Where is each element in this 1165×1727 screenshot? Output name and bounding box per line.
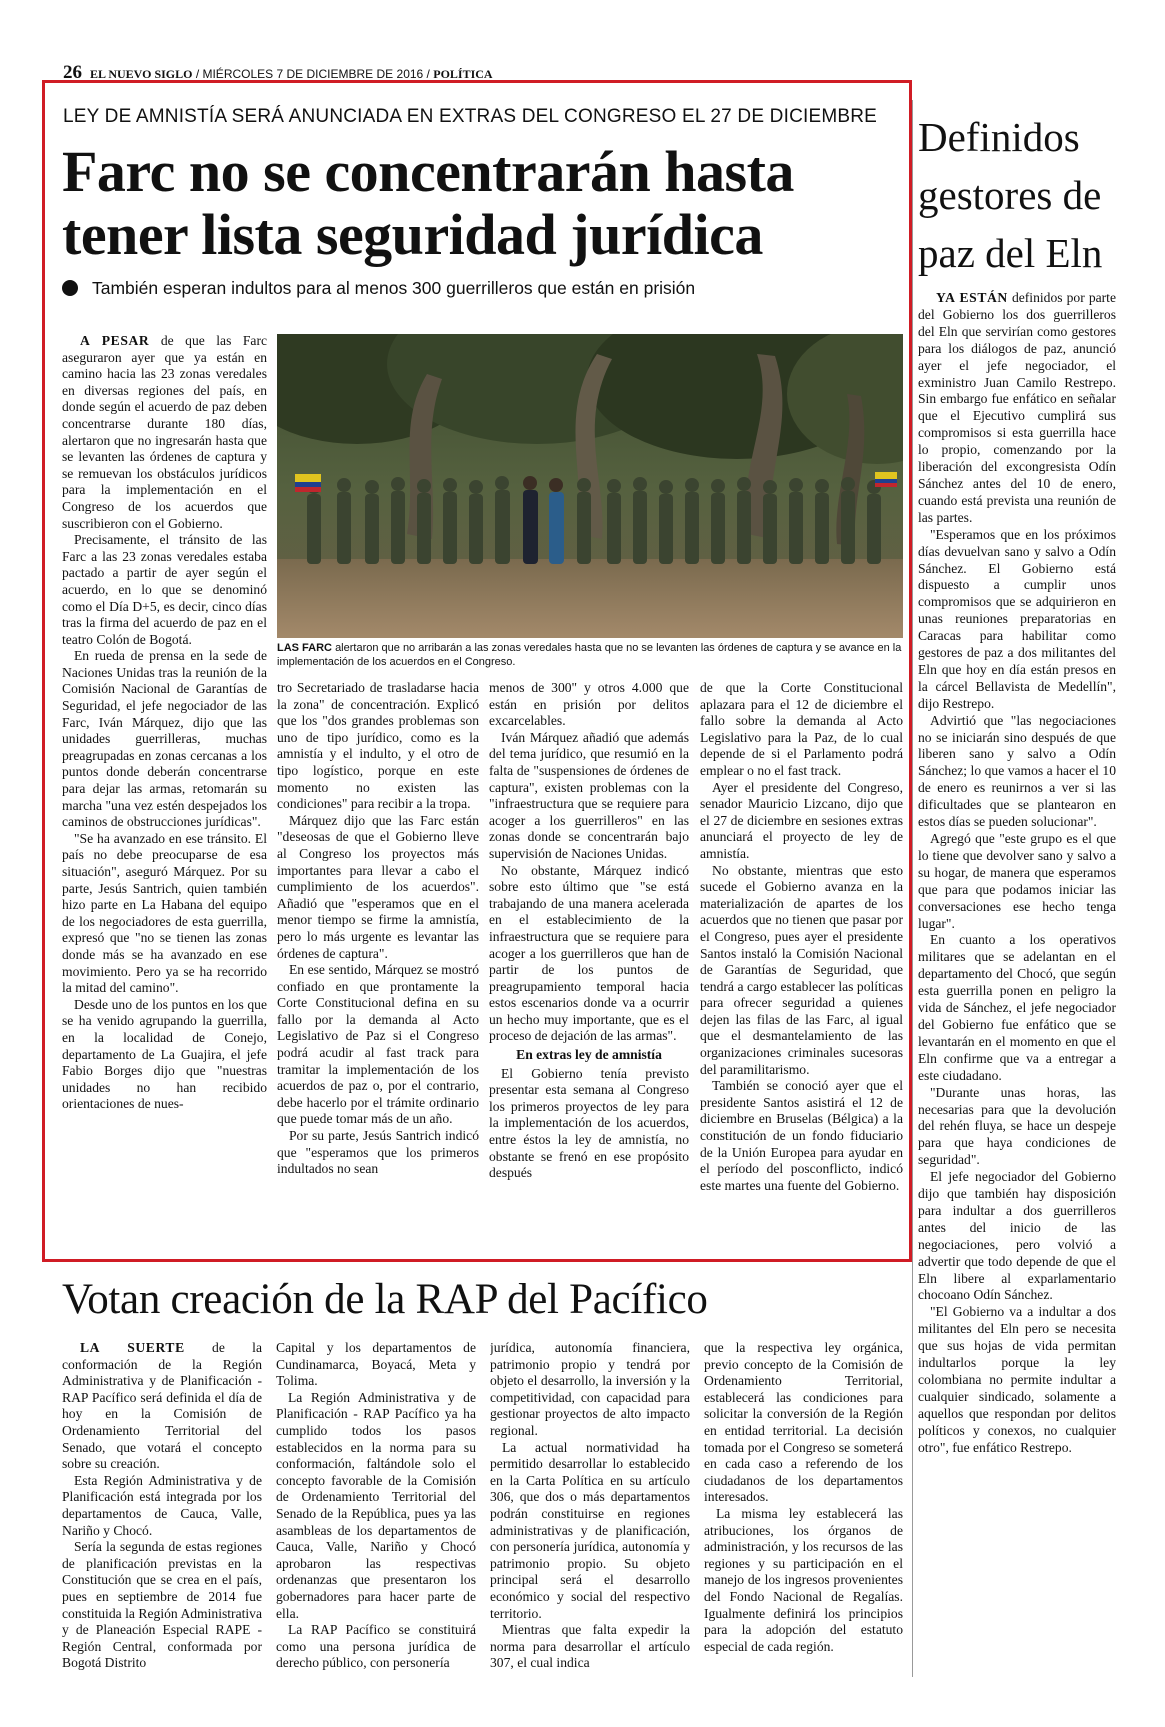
second-article-col-3: [490, 1340, 690, 1695]
second-article-col-4: [704, 1340, 903, 1695]
body-paragraph: La RAP Pacífico se constituirá como una persona jurídica de derecho público, con personería: [276, 1622, 476, 1671]
caption-lead: LAS FARC: [277, 642, 332, 654]
bullet-icon: [62, 280, 78, 296]
lead-in: A PESAR: [80, 333, 150, 348]
body-paragraph: El Gobierno tenía previsto presentar esta semana al Congreso los primeros proyectos de ley para la implementación de los acuerdos, entre éstos la ley de amnistía, no obstante se frenó en ese propósito después: [489, 1065, 689, 1181]
body-paragraph: La misma ley establecerá las atribuciones, los órganos de administración, y los recursos de las regiones y su participación en el manejo de los ingresos provenientes del Fondo Nacional de Regalías. Igualmente definirá los principios para la adopción del estatuto especial de cada región.: [704, 1505, 903, 1654]
body-paragraph: A PESAR de que las Farc aseguraron ayer que ya están en camino hacia las 23 zonas veredales en diversas regiones del país, en donde según el acuerdo de paz deben concentrarse durante 180 días, alertaron que no ingresarán hasta que se levanten las órdenes de captura y se remuevan los obstáculos jurídicos para la implementación en el Congreso de los acuerdos que suscribieron con el Gobierno.: [62, 333, 267, 531]
article-headline: Farc no se concentrarán hasta tener lista seguridad jurídica: [62, 139, 794, 267]
body-paragraph: No obstante, mientras que esto sucede el Gobierno avanza en la materialización de apartes de los acuerdos que no tienen que pasar por el Congreso, pues ayer el presidente Santos instaló la Comisión Nacional de Garantías de Seguridad, que tendrá a cargo establecer las políticas para ofrecer seguridad a quienes dejen las filas de las Farc, al igual que el desmantelamiento de las organizaciones criminales sucesoras del paramilitarismo.: [700, 862, 903, 1077]
body-paragraph: LA SUERTE de la conformación de la Región Administrativa y de Planificación - RAP Pacífico será definida el día de hoy en la Comisión de Ordenamiento Territorial del Senado, que votará el concepto sobre su creación.: [62, 1340, 262, 1472]
column-divider: [912, 100, 913, 1677]
body-paragraph: YA ESTÁN definidos por parte del Gobierno los dos guerrilleros del Eln que servirían como gestores para los diálogos de paz, anunció ayer el jefe negociador, el exministro Juan Camilo Restrepo. Sin embargo fue enfático en señalar que el Ejecutivo cumplirá sus compromisos si esta guerrilla hace lo propio, comenzando por la liberación del excongresista Odín Sánchez antes del 10 de enero, cuando está prevista una reunión de las partes.: [918, 290, 1116, 525]
body-paragraph: Advirtió que "las negociaciones no se iniciarán sino después de que liberen sano y salvo a Odín Sánchez; lo que vamos a hacer el 10 de enero es reunirnos a ver si las dificultades que se plantearon en estos días se pueden solucionar".: [918, 712, 1116, 830]
body-paragraph: "Esperamos que en los próximos días devuelvan sano y salvo a Odín Sánchez. El Gobierno está dispuesto a cumplir unos compromisos que se adquirieron en unas reuniones preparatorias en Caracas para habilitar como gestores de paz a dos militantes del Eln que hoy en día están presos en la cárcel Bellavista de Medellín", dijo Restrepo.: [918, 526, 1116, 711]
body-paragraph: "El Gobierno va a indultar a dos militantes del Eln pero se necesita que sus hojas de vida permitan indultarlos porque la ley colombiana no permite indultar a cualquier sindicado, solamente a aquellos que respondan por delitos políticos y conexos, no cualquier otro", fue enfático Restrepo.: [918, 1304, 1116, 1455]
body-paragraph: Por su parte, Jesús Santrich indicó que "esperamos que los primeros indultados no sean: [277, 1128, 479, 1177]
subheading: En extras ley de amnistía: [516, 1047, 662, 1063]
body-paragraph: que la respectiva ley orgánica, previo concepto de la Comisión de Ordenamiento Territorial, establecerá las condiciones para solicitar la conversión de la Región en entidad territorial. La decisión tomada por el Congreso se someterá en cada caso a referendo de los ciudadanos de los departamentos interesados.: [704, 1340, 903, 1505]
body-paragraph: En rueda de prensa en la sede de Naciones Unidas tras la reunión de la Comisión Nacional de Garantías de Seguridad, el jefe negociador de las Farc, Iván Márquez, dijo que las unidades guerrilleras, muchas preagrupadas en zonas cercanas a los puntos donde deberán concentrarse para dejar las armas, retomarán su marcha "una vez estén despejados los caminos de obstrucciones jurídicas".: [62, 648, 267, 830]
article-kicker: LEY DE AMNISTÍA SERÁ ANUNCIADA EN EXTRAS DEL CONGRESO EL 27 DE DICIEMBRE: [63, 106, 878, 127]
main-article-col-3: [489, 680, 689, 1256]
body-paragraph: La Región Administrativa y de Planificación - RAP Pacífico ya ha cumplido todos los pasos establecidos en la norma para su conformación, faltándole solo el concepto favorable de la Comisión de Ordenamiento Territorial del Senado de la República, pues ya las asambleas de los departamentos de Cauca, Valle, Nariño y Chocó aprobaron las respectivas ordenanzas que presentaron los gobernadores para hacer parte de ella.: [276, 1389, 476, 1621]
body-paragraph: Capital y los departamentos de Cundinamarca, Boyacá, Meta y Tolima.: [276, 1340, 476, 1389]
body-paragraph: En ese sentido, Márquez se mostró confiado en que prontamente la Corte Constitucional defina en su fallo por la demanda al Acto Legislativo de Paz si el Congreso podrá acudir al fast track para tramitar la implementación de los acuerdos de paz o, por el contrario, debe hacerlo por el trámite ordinario que puede tomar más de un año.: [277, 962, 479, 1127]
second-article-col-2: [276, 1340, 476, 1695]
second-article-col-1: [62, 1340, 262, 1695]
body-paragraph: En cuanto a los operativos militares que se adelantan en el departamento del Chocó, que según esta guerrilla ponen en peligro la vida de Sánchez, el jefe negociador del Gobierno fue enfático que se levantarán en el momento en que el Eln confirme que va a entregar a este ciudadano.: [918, 932, 1116, 1083]
body-paragraph: Precisamente, el tránsito de las Farc a las 23 zonas veredales estaba pactado a partir de ayer según el acuerdo, en lo que se denominó como el Día D+5, es decir, cinco días tras la firma del acuerdo de paz en el teatro Colón de Bogotá.: [62, 532, 267, 647]
body-paragraph: Márquez dijo que las Farc están "deseosas de que el Gobierno lleve al Congreso los proyectos más importantes para llevar a cabo el cumplimiento de los acuerdos". Añadió que "esperamos que en el menor tiempo se firme la amnistía, pero lo más urgente es levantar las órdenes de captura".: [277, 812, 479, 961]
body-paragraph: Esta Región Administrativa y de Planificación está integrada por los departamentos de Cauca, Valle, Nariño y Chocó.: [62, 1472, 262, 1538]
lead-in: YA ESTÁN: [936, 290, 1008, 305]
body-paragraph: El jefe negociador del Gobierno dijo que también hay disposición para indultar a dos guerrilleros antes del inicio de las negociaciones, pero volvió a advertir que todo depende de que el Eln libere al exparlamentario chocoano Odín Sánchez.: [918, 1169, 1116, 1303]
body-paragraph: Sería la segunda de estas regiones de planificación previstas en la Constitución que se crea en el país, pues en septiembre de 2014 fue constituida la Región Administrativa y de Planeación Especial RAPE - Región Central, conformada por Bogotá Distrito: [62, 1539, 262, 1671]
body-paragraph: tro Secretariado de trasladarse hacia la zona" de concentración. Explicó que los "dos grandes problemas son uno de tipo jurídico, como es la amnistía y el indulto, y el otro de tipo logístico, porque en este momento no existen las condiciones" para recibir a la tropa.: [277, 680, 479, 812]
main-article-col-2: [277, 680, 479, 1256]
publication-name: EL NUEVO SIGLO: [90, 67, 193, 81]
lead-in: LA SUERTE: [80, 1340, 185, 1355]
body-paragraph: Ayer el presidente del Congreso, senador Mauricio Lizcano, dijo que el 27 de diciembre en sesiones extras anunciará el proyecto de ley de amnistía.: [700, 779, 903, 861]
folio-section: POLÍTICA: [433, 67, 493, 81]
caption-text: alertaron que no arribarán a las zonas veredales hasta que no se levanten las órdenes de captura y se avance en la implementación de los acuerdos en el Congreso.: [277, 642, 902, 668]
article-photo: [277, 334, 903, 638]
article-deck: [62, 278, 902, 299]
second-article-title: Votan creación de la RAP del Pacífico: [62, 1276, 708, 1323]
folio-date: / MIÉRCOLES 7 DE DICIEMBRE DE 2016 /: [195, 67, 430, 81]
deck-text: También esperan indultos para al menos 300 guerrilleros que están en prisión: [92, 278, 696, 298]
body-paragraph: Mientras que falta expedir la norma para desarrollar el artículo 307, el cual indica: [490, 1622, 690, 1671]
body-paragraph: Agregó que "este grupo es el que lo tiene que devolver sano y salvo a su hogar, de manera que esperamos que para que podamos iniciar las conversaciones ese hecho tenga lugar".: [918, 831, 1116, 931]
side-article-title: Definidos gestores de paz del Eln: [918, 114, 1103, 276]
side-article-body: [918, 290, 1116, 1710]
body-paragraph: "Se ha avanzado en ese tránsito. El país no debe preocuparse de esa situación", aseguró Márquez. Por su parte, Jesús Santrich, quien también hizo parte en La Habana del equipo de los negociadores de esta guerrilla, expresó que "no se tienen las zonas donde más se ha avanzado en ese movimiento. Pero ya se ha recorrido la mitad del camino".: [62, 830, 267, 996]
main-article-col-4: [700, 680, 903, 1256]
body-paragraph: No obstante, Márquez indicó sobre esto último que "se está trabajando de una manera acelerada en el establecimiento de la infraestructura que se requiere para acoger a los guerrilleros que han de partir de los puntos de preagrupamiento temporal hacia estos escenarios donde va a ocurrir un hecho muy importante, que es el proceso de dejación de las armas".: [489, 862, 689, 1044]
body-paragraph: También se conoció ayer que el presidente Santos asistirá el 12 de diciembre en Bruselas (Bélgica) a la constitución de un fondo fiduciario de la Unión Europea para ayudar en el período del posconflicto, indicó este martes una fuente del Gobierno.: [700, 1078, 903, 1193]
guerrilla-group-photo: [277, 334, 903, 638]
body-paragraph: menos de 300" y otros 4.000 que están en prisión por delitos excarcelables.: [489, 680, 689, 729]
page-number: 26: [63, 62, 82, 83]
main-article-col-1: [62, 333, 267, 1253]
body-paragraph: jurídica, autonomía financiera, patrimonio propio y tendrá por objeto el desarrollo, la inversión y la competitividad, con capacidad para gestionar proyectos de alto impacto regional.: [490, 1340, 690, 1438]
body-paragraph: Iván Márquez añadió que además del tema jurídico, que resumió en la falta de "suspensiones de órdenes de captura", existen problemas con la "infraestructura que se requiere para acoger a los guerrilleros" en las zonas donde se concentrarán bajo supervisión de Naciones Unidas.: [489, 729, 689, 861]
photo-caption: [277, 641, 903, 669]
body-paragraph: Desde uno de los puntos en los que se ha venido agrupando la guerrilla, en la localidad de Conejo, departamento de La Guajira, el jefe Fabio Borges dijo que "nuestras unidades no han recibido orientaciones de nues-: [62, 996, 267, 1112]
body-paragraph: "Durante unas horas, las necesarias para que la devolución del rehén fluya, se hace un despeje para que haya condiciones de seguridad".: [918, 1084, 1116, 1168]
body-paragraph: La actual normatividad ha permitido desarrollar lo establecido en la Carta Política en su artículo 306, que dos o más departamentos podrán constituirse en regiones administrativas y de planificación, con personería jurídica, autonomía y patrimonio propio. Su objeto principal será el desarrollo económico y social del respectivo territorio.: [490, 1439, 690, 1621]
body-paragraph: de que la Corte Constitucional aplazara para el 12 de diciembre el fallo sobre la demanda al Acto Legislativo para la Paz, de lo cual depende de si el Parlamento podrá emplear o no el fast track.: [700, 680, 903, 778]
